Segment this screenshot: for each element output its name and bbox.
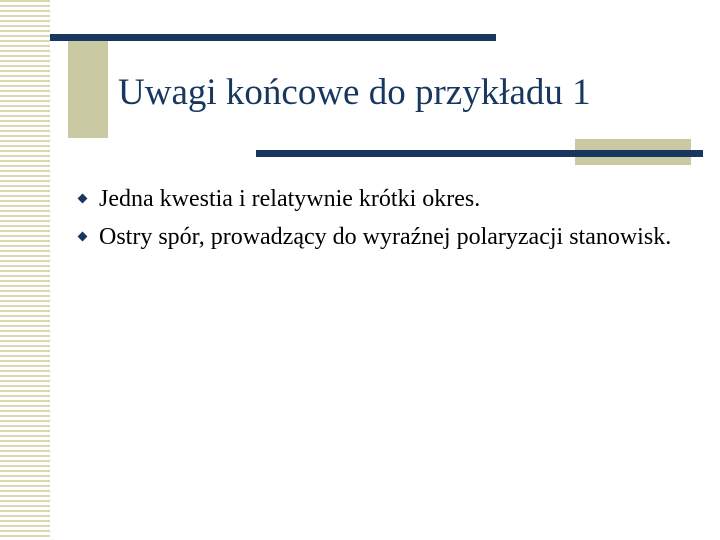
diamond-bullet-icon <box>78 194 88 204</box>
diamond-bullet-icon <box>78 232 88 242</box>
bullet-list <box>76 182 676 258</box>
bullet-item <box>76 182 676 216</box>
bullet-text: Ostry spór, prowadzący do wyraźnej polaryzacji stanowisk. <box>99 224 672 250</box>
striped-side-band <box>0 0 50 540</box>
slide-title: Uwagi końcowe do przykładu 1 <box>118 72 591 113</box>
title-rule-top <box>50 34 496 41</box>
bullet-text: Jedna kwestia i relatywnie krótki okres. <box>99 186 481 212</box>
title-rule-bottom <box>256 150 703 157</box>
bullet-item <box>76 220 676 254</box>
decorative-block-left <box>68 40 108 138</box>
